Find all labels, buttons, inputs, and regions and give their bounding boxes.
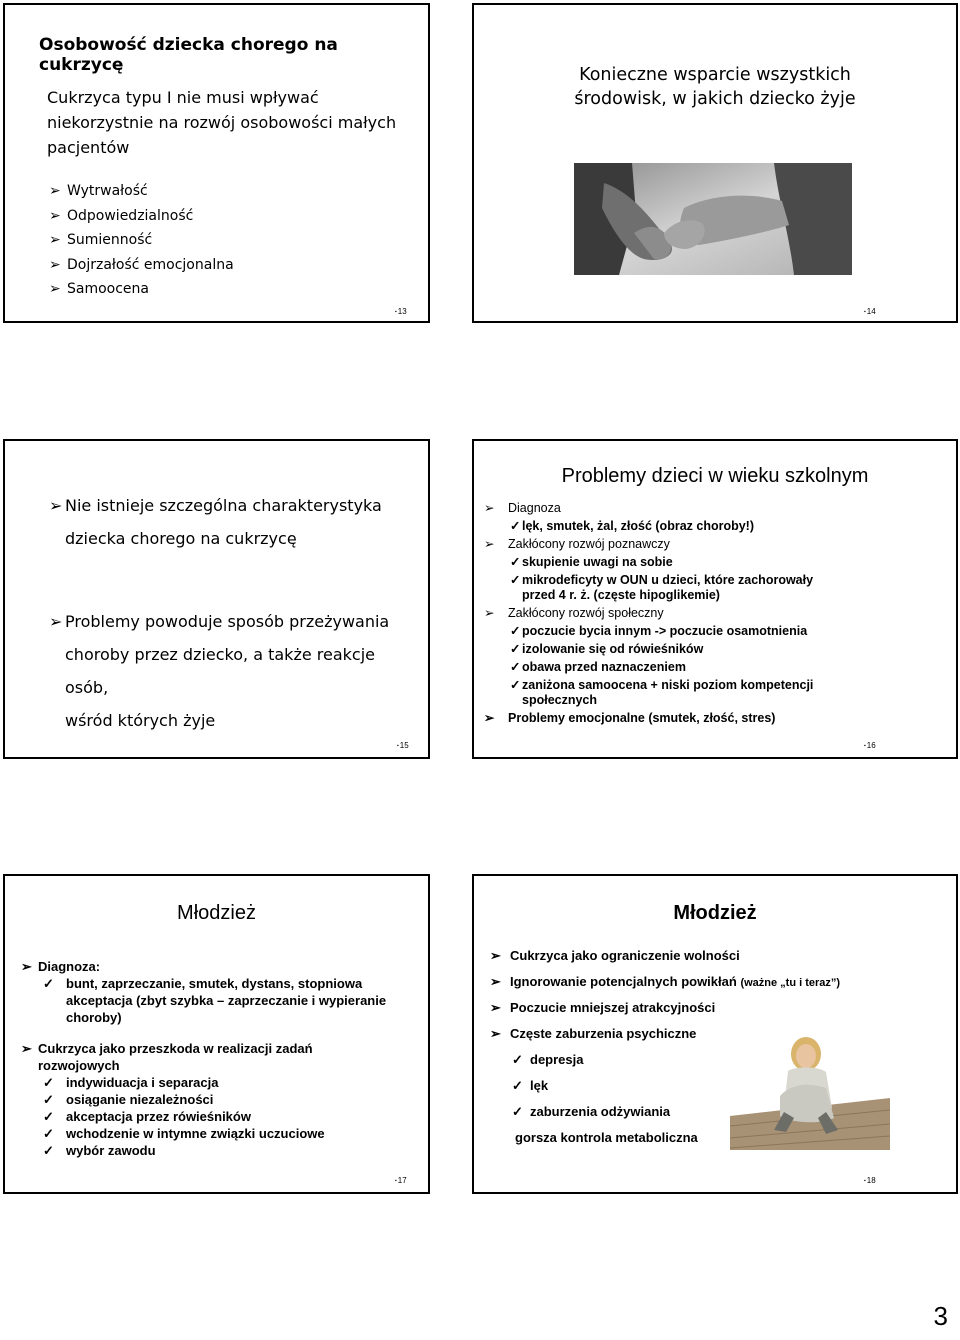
page-number: 3 (933, 1301, 948, 1331)
list-item: ➢ Zakłócony rozwój poznawczy (484, 535, 904, 553)
slide-number: ▪ 15 (397, 741, 409, 750)
slide-18 (472, 874, 958, 1194)
sub-item: ✓ obawa przed naznaczeniem (484, 658, 904, 676)
slide-13 (3, 3, 430, 323)
sub-item: ✓ bunt, zaprzeczanie, smutek, dystans, stopniowa (21, 975, 421, 992)
slide-16 (472, 439, 958, 759)
slide-title: Problemy dzieci w wieku szkolnym (561, 465, 869, 487)
list-item: ➢ Odpowiedzialność (49, 204, 234, 229)
slide-number: ▪ 13 (395, 307, 407, 316)
list-item (490, 974, 950, 1000)
statement-line: dziecka chorego na cukrzycę (65, 529, 297, 548)
slide-title: Osobowość dziecka chorego na cukrzycę (39, 35, 338, 75)
sub-item-continuation: przed 4 r. ż. (częste hipoglikemie) (522, 588, 720, 602)
holding-hands-photo (574, 163, 852, 275)
sub-item: ✓ mikrodeficyty w OUN u dzieci, które zachorowały (484, 571, 904, 589)
slide-title: Młodzież (177, 902, 256, 924)
slide-title-line: Konieczne wsparcie wszystkich (579, 65, 851, 85)
list-item: ➢ Cukrzyca jako ograniczenie wolności (490, 948, 950, 974)
sub-item-continuation: akceptacja (zbyt szybka – zaprzeczanie i wypieranie (66, 993, 387, 1008)
list-item: ➢ Diagnoza: (21, 958, 421, 975)
list-item: ➢ Wytrwałość (49, 179, 234, 204)
slide-15 (3, 439, 430, 759)
list-item: ➢ Cukrzyca jako przeszkoda w realizacji zadań (21, 1040, 421, 1057)
sub-item: ✓ lęk (490, 1078, 950, 1104)
statement-1 (49, 489, 419, 555)
youth-list (21, 958, 421, 1159)
sub-item: ✓ izolowanie się od rówieśników (484, 640, 904, 658)
slide-title-line: środowisk, w jakich dziecko żyje (574, 89, 856, 109)
list-item: ➢ Sumienność (49, 228, 234, 253)
slide-intro: Cukrzyca typu I nie musi wpływać niekorzystnie na rozwój osobowości małych pacjentów (47, 88, 397, 157)
list-item: ➢ Częste zaburzenia psychiczne (490, 1026, 950, 1052)
sub-item: ✓ zaburzenia odżywiania (490, 1104, 950, 1130)
slide-title (474, 63, 956, 111)
problems-list (484, 499, 904, 727)
slide-number: ▪ 16 (864, 741, 876, 750)
slide-number: ▪ 14 (864, 307, 876, 316)
list-item: ➢ Dojrzałość emocjonalna (49, 253, 234, 278)
list-item-text: Ignorowanie potencjalnych powikłań (510, 974, 737, 989)
summary-line: gorsza kontrola metaboliczna (515, 1130, 698, 1145)
list-item: ➢ Zakłócony rozwój społeczny (484, 604, 904, 622)
sub-item-continuation: choroby) (66, 1010, 122, 1025)
slide-number: ▪ 17 (395, 1176, 407, 1185)
slide-17 (3, 874, 430, 1194)
list-item-continuation: rozwojowych (38, 1058, 120, 1073)
slide-title: Młodzież (673, 902, 757, 924)
statement-line: wśród których żyje (65, 711, 216, 730)
sitting-girl-photo (730, 1026, 890, 1150)
sub-item: ✓ zaniżona samoocena + niski poziom kompetencji (484, 676, 904, 694)
statement-line: choroby przez dziecko, a także reakcje osób, (65, 645, 375, 697)
list-item-note: (ważne „tu i teraz”) (740, 977, 841, 989)
slide-14 (472, 3, 958, 323)
sub-item: ✓ akceptacja przez rówieśników (21, 1108, 421, 1125)
list-item: ➢ Poczucie mniejszej atrakcyjności (490, 1000, 950, 1026)
list-item: ➢ Problemy emocjonalne (smutek, złość, stres) (484, 709, 904, 727)
slide-number: ▪ 18 (864, 1176, 876, 1185)
statement-2 (49, 605, 419, 737)
bullet-list (49, 179, 234, 302)
list-item: ➢ Samoocena (49, 277, 234, 302)
sub-item: ✓ wybór zawodu (21, 1142, 421, 1159)
sub-item: ✓ indywiduacja i separacja (21, 1074, 421, 1091)
sub-item-continuation: społecznych (522, 693, 598, 707)
sub-item: ✓ osiąganie niezależności (21, 1091, 421, 1108)
sub-item: ✓ wchodzenie w intymne związki uczuciowe (21, 1125, 421, 1142)
sub-item: ✓ lęk, smutek, żal, złość (obraz choroby!) (484, 517, 904, 535)
sub-item: ✓ depresja (490, 1052, 950, 1078)
statement-line: ➢ Nie istnieje szczególna charakterystyka (49, 489, 419, 522)
sub-item: ✓ skupienie uwagi na sobie (484, 553, 904, 571)
sub-item: ✓ poczucie bycia innym -> poczucie osamotnienia (484, 622, 904, 640)
statement-line: ➢ Problemy powoduje sposób przeżywania (49, 605, 419, 638)
list-item: ➢ Diagnoza (484, 499, 904, 517)
